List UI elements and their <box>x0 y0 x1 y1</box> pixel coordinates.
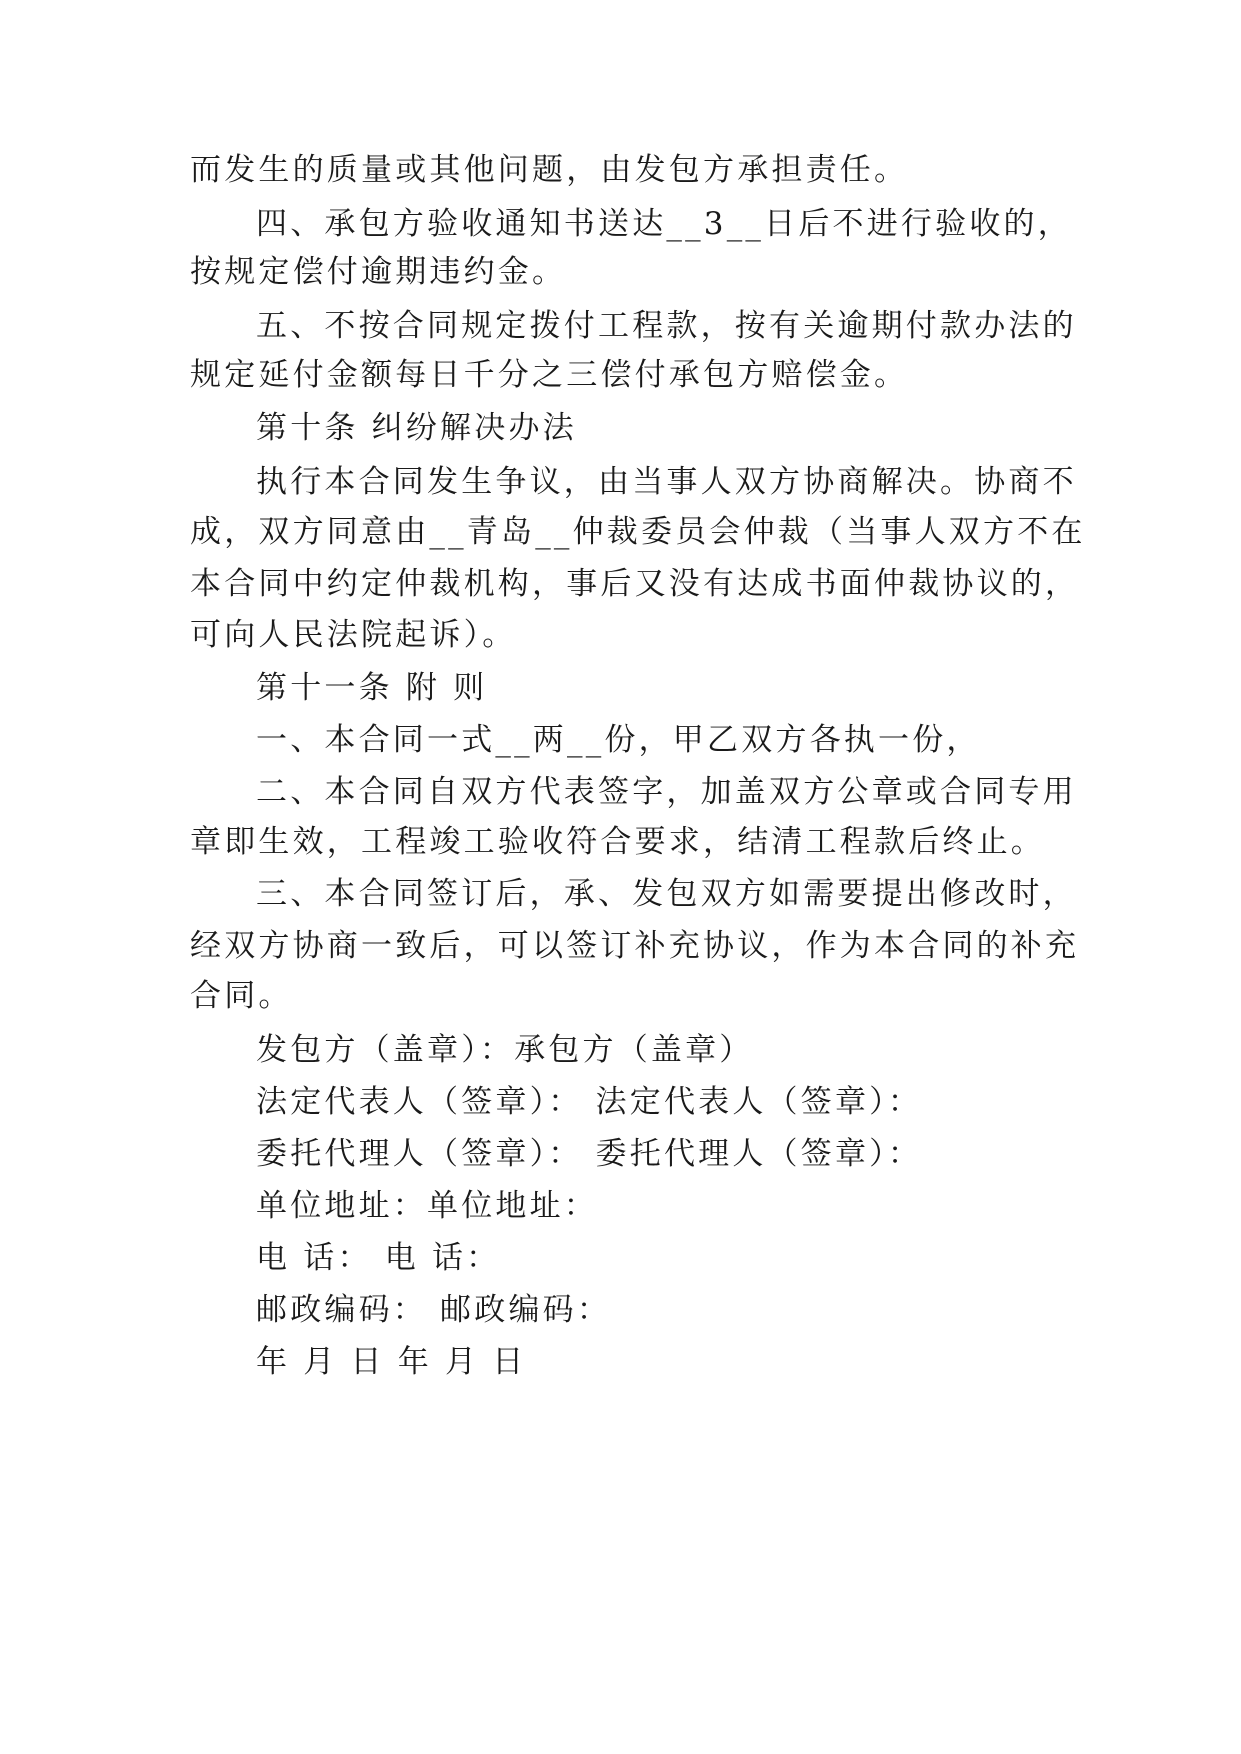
authorized-agent-line: 委托代理人（签章）： 委托代理人（签章）： <box>256 1136 923 1172</box>
address-line: 单位地址：单位地址： <box>256 1188 598 1224</box>
paragraph-line: 成，双方同意由__青岛__仲裁委员会仲裁（当事人双方不在 <box>190 514 1086 550</box>
paragraph-line: 本合同中约定仲裁机构，事后又没有达成书面仲裁协议的， <box>190 566 1080 602</box>
date-line: 年 月 日 年 月 日 <box>256 1344 527 1380</box>
annex-item-2-line: 二、本合同自双方代表签字，加盖双方公章或合同专用 <box>256 774 1077 810</box>
paragraph-line: 章即生效，工程竣工验收符合要求，结清工程款后终止。 <box>190 824 1045 860</box>
clause-4-line: 四、承包方验收通知书送达__3__日后不进行验收的， <box>256 206 1072 242</box>
dispute-paragraph-line: 执行本合同发生争议，由当事人双方协商解决。协商不 <box>256 464 1077 500</box>
paragraph-line: 而发生的质量或其他问题，由发包方承担责任。 <box>190 152 909 188</box>
legal-representative-line: 法定代表人（签章）： 法定代表人（签章）： <box>256 1084 923 1120</box>
annex-item-1-line: 一、本合同一式__两__份，甲乙双方各执一份， <box>256 722 981 758</box>
postal-code-line: 邮政编码： 邮政编码： <box>256 1292 612 1328</box>
clause-5-line: 五、不按合同规定拨付工程款，按有关逾期付款办法的 <box>256 308 1077 344</box>
annex-item-3-line: 三、本合同签订后，承、发包双方如需要提出修改时， <box>256 876 1077 912</box>
signature-parties-line: 发包方（盖章）：承包方（盖章） <box>256 1032 754 1068</box>
paragraph-line: 经双方协商一致后，可以签订补充协议，作为本合同的补充 <box>190 928 1080 964</box>
article-10-heading: 第十条 纠纷解决办法 <box>256 410 577 446</box>
phone-line: 电 话： 电 话： <box>256 1240 501 1276</box>
paragraph-line: 按规定偿付逾期违约金。 <box>190 254 567 290</box>
paragraph-line: 可向人民法院起诉）。 <box>190 617 517 653</box>
paragraph-line: 合同。 <box>190 978 293 1014</box>
article-11-heading: 第十一条 附 则 <box>256 670 488 706</box>
paragraph-line: 规定延付金额每日千分之三偿付承包方赔偿金。 <box>190 357 909 393</box>
